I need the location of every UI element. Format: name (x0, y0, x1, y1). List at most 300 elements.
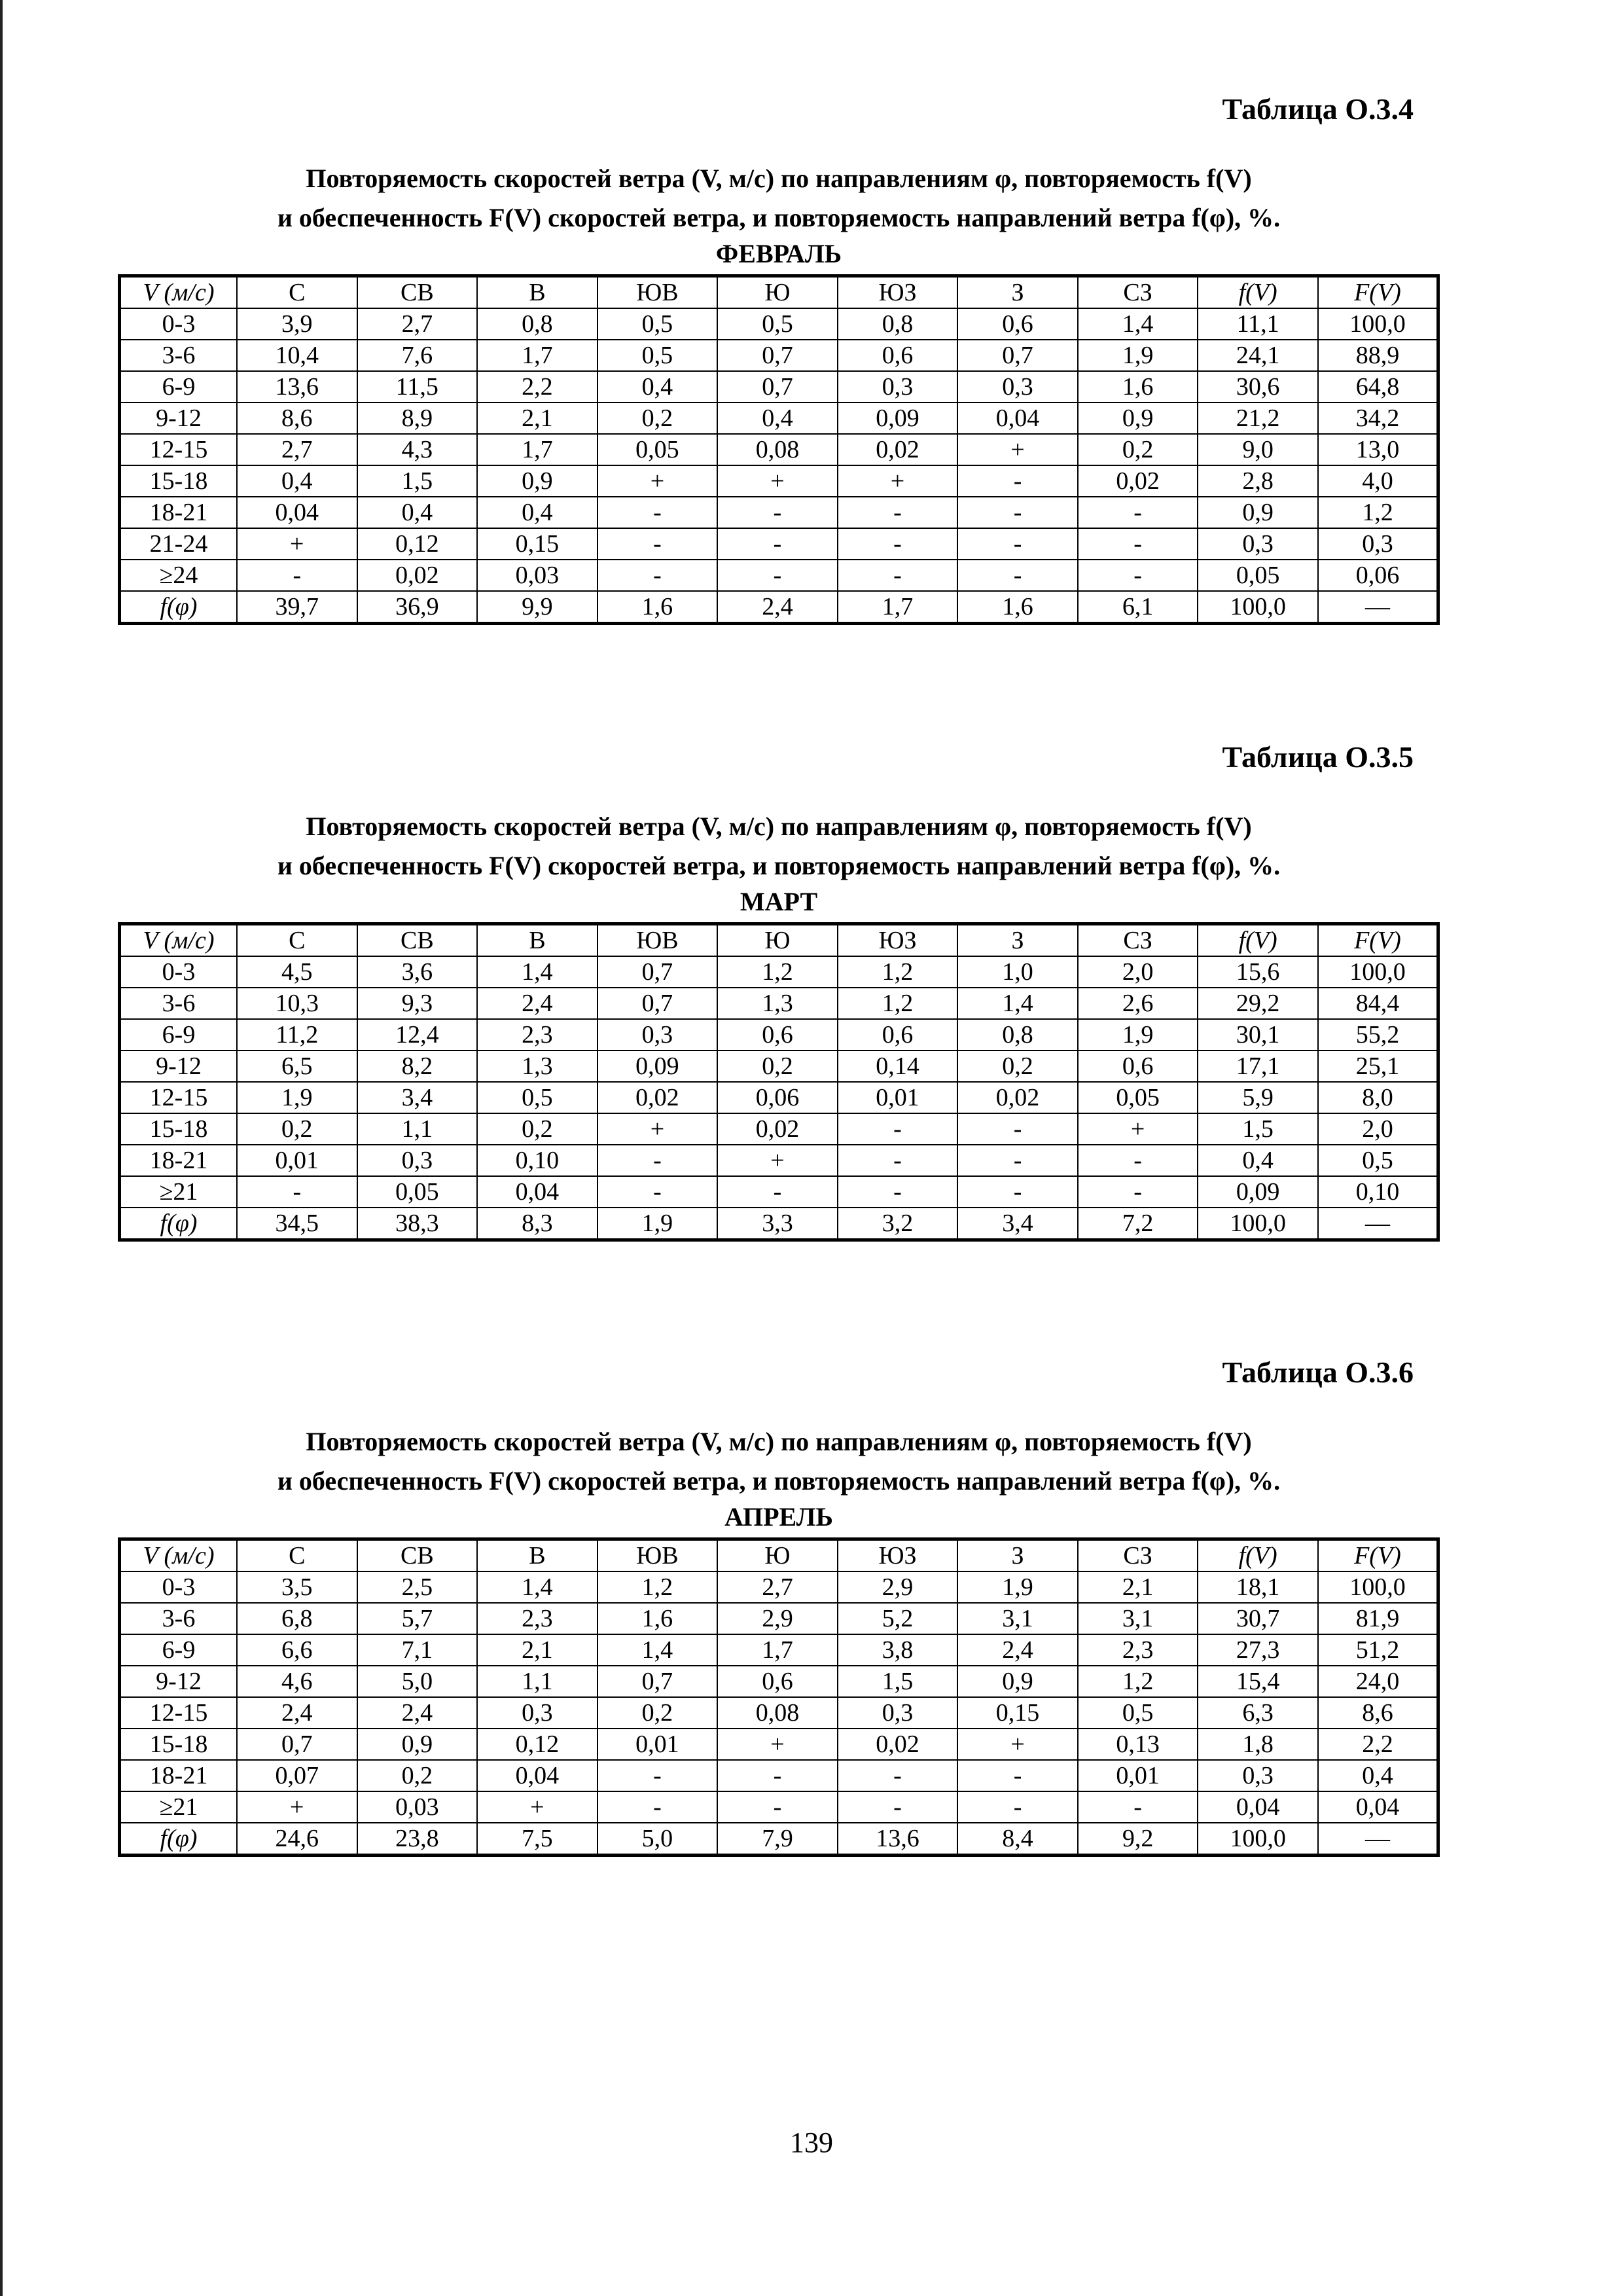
row-label-cell: 0-3 (120, 308, 238, 340)
value-cell: 1,7 (717, 1634, 838, 1666)
value-cell: 1,4 (477, 956, 597, 988)
row-label-cell: 9-12 (120, 1666, 238, 1697)
value-cell: - (957, 1760, 1078, 1791)
value-cell: 0,5 (1318, 1145, 1438, 1176)
row-label-cell: 9-12 (120, 403, 238, 434)
value-cell: 0,09 (838, 403, 958, 434)
header-cell: СЗ (1078, 1539, 1198, 1572)
value-cell: 7,1 (357, 1634, 478, 1666)
value-cell: + (717, 465, 838, 497)
value-cell: 3,9 (237, 308, 357, 340)
value-cell: - (1078, 1791, 1198, 1823)
row-label-cell: 15-18 (120, 1113, 238, 1145)
value-cell: 1,5 (1198, 1113, 1318, 1145)
value-cell: 3,8 (838, 1634, 958, 1666)
value-cell: 0,7 (717, 340, 838, 371)
value-cell: 2,3 (477, 1603, 597, 1634)
value-cell: 0,5 (1078, 1697, 1198, 1729)
value-cell: - (838, 497, 958, 528)
value-cell: 24,6 (237, 1823, 357, 1856)
value-cell: 2,9 (838, 1571, 958, 1603)
header-cell: СЗ (1078, 924, 1198, 957)
value-cell: 1,7 (477, 340, 597, 371)
row-label-cell: ≥21 (120, 1791, 238, 1823)
header-cell: ЮВ (597, 276, 718, 309)
value-cell: 88,9 (1318, 340, 1438, 371)
value-cell: 3,1 (1078, 1603, 1198, 1634)
value-cell: - (1078, 497, 1198, 528)
value-cell: 0,03 (357, 1791, 478, 1823)
value-cell: 0,8 (477, 308, 597, 340)
value-cell: 7,2 (1078, 1208, 1198, 1240)
value-cell: 1,2 (1318, 497, 1438, 528)
value-cell: 2,8 (1198, 465, 1318, 497)
table-row (120, 403, 1438, 434)
table-caption-line1: Повторяемость скоростей ветра (V, м/с) по направлениям φ, повторяемость f(V) (306, 812, 1252, 841)
value-cell: 0,4 (1318, 1760, 1438, 1791)
value-cell: 0,10 (477, 1145, 597, 1176)
value-cell: 9,3 (357, 988, 478, 1019)
value-cell: 0,2 (357, 1760, 478, 1791)
header-cell: F(V) (1318, 276, 1438, 309)
value-cell: - (717, 560, 838, 591)
value-cell: 2,4 (717, 591, 838, 624)
value-cell: 6,1 (1078, 591, 1198, 624)
value-cell: 7,5 (477, 1823, 597, 1856)
value-cell: 7,9 (717, 1823, 838, 1856)
value-cell: + (597, 1113, 718, 1145)
value-cell: 13,6 (838, 1823, 958, 1856)
header-cell: З (957, 1539, 1078, 1572)
value-cell: 6,8 (237, 1603, 357, 1634)
value-cell: - (838, 528, 958, 560)
value-cell: - (717, 528, 838, 560)
table-row (120, 340, 1438, 371)
value-cell: 1,2 (1078, 1666, 1198, 1697)
value-cell: 0,15 (957, 1697, 1078, 1729)
value-cell: 4,6 (237, 1666, 357, 1697)
value-cell: 2,2 (477, 371, 597, 403)
row-label-cell: 15-18 (120, 1729, 238, 1760)
value-cell: 23,8 (357, 1823, 478, 1856)
table-caption-line2: и обеспеченность F(V) скоростей ветра, и повторяемость направлений ветра f(φ), %. (277, 1466, 1281, 1496)
value-cell: 0,4 (237, 465, 357, 497)
value-cell: - (957, 1791, 1078, 1823)
value-cell: - (957, 1113, 1078, 1145)
header-cell: ЮЗ (838, 1539, 958, 1572)
header-cell: f(V) (1198, 924, 1318, 957)
value-cell: 100,0 (1198, 1823, 1318, 1856)
value-cell: - (838, 1791, 958, 1823)
value-cell: 0,2 (237, 1113, 357, 1145)
value-cell: 81,9 (1318, 1603, 1438, 1634)
header-cell: f(V) (1198, 276, 1318, 309)
value-cell: 1,4 (597, 1634, 718, 1666)
value-cell: 34,5 (237, 1208, 357, 1240)
value-cell: 0,10 (1318, 1176, 1438, 1208)
value-cell: — (1318, 591, 1438, 624)
value-cell: - (597, 1760, 718, 1791)
value-cell: 2,9 (717, 1603, 838, 1634)
row-label-cell: f(φ) (120, 1823, 238, 1856)
value-cell: 1,2 (838, 956, 958, 988)
table-row (120, 1791, 1438, 1823)
header-cell: З (957, 276, 1078, 309)
value-cell: 0,3 (597, 1019, 718, 1050)
value-cell: 1,6 (1078, 371, 1198, 403)
value-cell: 2,6 (1078, 988, 1198, 1019)
value-cell: 0,2 (597, 403, 718, 434)
value-cell: 0,02 (357, 560, 478, 591)
value-cell: - (957, 1176, 1078, 1208)
table-row (120, 560, 1438, 591)
value-cell: 3,2 (838, 1208, 958, 1240)
value-cell: 1,9 (237, 1082, 357, 1113)
value-cell: 0,03 (477, 560, 597, 591)
value-cell: 2,7 (717, 1571, 838, 1603)
table-row (120, 1823, 1438, 1856)
table-row (120, 1603, 1438, 1634)
header-cell: f(V) (1198, 1539, 1318, 1572)
value-cell: 30,6 (1198, 371, 1318, 403)
table-row (120, 1082, 1438, 1113)
value-cell: - (1078, 1145, 1198, 1176)
value-cell: 15,4 (1198, 1666, 1318, 1697)
value-cell: 0,2 (477, 1113, 597, 1145)
value-cell: 0,01 (237, 1145, 357, 1176)
value-cell: 2,3 (477, 1019, 597, 1050)
value-cell: - (957, 560, 1078, 591)
value-cell: 100,0 (1318, 308, 1438, 340)
value-cell: - (597, 1176, 718, 1208)
value-cell: 8,6 (1318, 1697, 1438, 1729)
row-label-cell: 15-18 (120, 465, 238, 497)
value-cell: 0,05 (1078, 1082, 1198, 1113)
value-cell: 1,6 (957, 591, 1078, 624)
value-cell: 10,4 (237, 340, 357, 371)
value-cell: 4,0 (1318, 465, 1438, 497)
value-cell: 0,06 (1318, 560, 1438, 591)
table-row (120, 956, 1438, 988)
value-cell: 0,7 (957, 340, 1078, 371)
value-cell: 2,5 (357, 1571, 478, 1603)
value-cell: 1,1 (357, 1113, 478, 1145)
value-cell: 10,3 (237, 988, 357, 1019)
header-cell: С (237, 276, 357, 309)
value-cell: 12,4 (357, 1019, 478, 1050)
value-cell: + (717, 1729, 838, 1760)
value-cell: 0,7 (237, 1729, 357, 1760)
value-cell: - (957, 497, 1078, 528)
value-cell: 1,6 (597, 591, 718, 624)
header-cell: В (477, 1539, 597, 1572)
value-cell: 17,1 (1198, 1050, 1318, 1082)
value-cell: 2,4 (477, 988, 597, 1019)
value-cell: 0,6 (717, 1019, 838, 1050)
header-cell: V (м/с) (120, 276, 238, 309)
table-row (120, 1666, 1438, 1697)
table-row (120, 528, 1438, 560)
row-label-cell: 12-15 (120, 1082, 238, 1113)
table-row (120, 1634, 1438, 1666)
table-row (120, 434, 1438, 465)
value-cell: 0,3 (838, 1697, 958, 1729)
table-row (120, 308, 1438, 340)
header-cell: ЮВ (597, 924, 718, 957)
value-cell: 2,1 (477, 403, 597, 434)
value-cell: 0,04 (1318, 1791, 1438, 1823)
value-cell: 64,8 (1318, 371, 1438, 403)
value-cell: 0,2 (1078, 434, 1198, 465)
value-cell: 1,8 (1198, 1729, 1318, 1760)
header-cell: С (237, 1539, 357, 1572)
table-number: Таблица О.3.4 (1222, 92, 1414, 126)
value-cell: 8,3 (477, 1208, 597, 1240)
table-row (120, 1760, 1438, 1791)
table-section-april (118, 1355, 1440, 1857)
value-cell: 100,0 (1318, 1571, 1438, 1603)
value-cell: + (237, 528, 357, 560)
value-cell: 34,2 (1318, 403, 1438, 434)
value-cell: 1,4 (1078, 308, 1198, 340)
value-cell: 2,4 (357, 1697, 478, 1729)
value-cell: 0,3 (477, 1697, 597, 1729)
value-cell: 8,2 (357, 1050, 478, 1082)
header-cell: Ю (717, 276, 838, 309)
value-cell: + (957, 1729, 1078, 1760)
row-label-cell: 12-15 (120, 434, 238, 465)
header-cell: СВ (357, 1539, 478, 1572)
value-cell: 36,9 (357, 591, 478, 624)
value-cell: 84,4 (1318, 988, 1438, 1019)
value-cell: 5,9 (1198, 1082, 1318, 1113)
value-cell: 0,2 (717, 1050, 838, 1082)
value-cell: - (957, 1145, 1078, 1176)
value-cell: 11,5 (357, 371, 478, 403)
table-month: АПРЕЛЬ (724, 1502, 833, 1532)
header-cell: F(V) (1318, 924, 1438, 957)
table-number: Таблица О.3.5 (1222, 740, 1414, 774)
value-cell: 2,7 (357, 308, 478, 340)
header-cell: СЗ (1078, 276, 1198, 309)
value-cell: - (717, 1176, 838, 1208)
value-cell: 1,9 (597, 1208, 718, 1240)
value-cell: 2,1 (1078, 1571, 1198, 1603)
row-label-cell: 9-12 (120, 1050, 238, 1082)
table-row (120, 1571, 1438, 1603)
value-cell: 0,6 (957, 308, 1078, 340)
header-cell: V (м/с) (120, 924, 238, 957)
row-label-cell: 18-21 (120, 1760, 238, 1791)
value-cell: 5,0 (357, 1666, 478, 1697)
value-cell: 0,3 (838, 371, 958, 403)
value-cell: 1,0 (957, 956, 1078, 988)
header-cell: ЮЗ (838, 924, 958, 957)
value-cell: 0,14 (838, 1050, 958, 1082)
value-cell: 13,6 (237, 371, 357, 403)
table-row (120, 1697, 1438, 1729)
header-cell: ЮЗ (838, 276, 958, 309)
value-cell: 1,5 (357, 465, 478, 497)
wind-table (118, 1537, 1440, 1857)
value-cell: - (717, 1791, 838, 1823)
value-cell: 6,3 (1198, 1697, 1318, 1729)
value-cell: 3,5 (237, 1571, 357, 1603)
value-cell: 1,3 (717, 988, 838, 1019)
value-cell: 0,6 (838, 1019, 958, 1050)
value-cell: 0,9 (1078, 403, 1198, 434)
value-cell: 0,3 (1198, 528, 1318, 560)
header-cell: F(V) (1318, 1539, 1438, 1572)
header-cell: В (477, 276, 597, 309)
value-cell: 5,0 (597, 1823, 718, 1856)
row-label-cell: 0-3 (120, 956, 238, 988)
value-cell: 15,6 (1198, 956, 1318, 988)
value-cell: 0,7 (597, 1666, 718, 1697)
value-cell: - (838, 1113, 958, 1145)
value-cell: 2,1 (477, 1634, 597, 1666)
table-month: ФЕВРАЛЬ (715, 239, 842, 268)
value-cell: 0,4 (717, 403, 838, 434)
value-cell: 1,3 (477, 1050, 597, 1082)
value-cell: - (838, 560, 958, 591)
value-cell: 1,4 (957, 988, 1078, 1019)
value-cell: 0,4 (1198, 1145, 1318, 1176)
row-label-cell: f(φ) (120, 591, 238, 624)
value-cell: 0,05 (1198, 560, 1318, 591)
value-cell: 0,7 (597, 956, 718, 988)
value-cell: 0,5 (717, 308, 838, 340)
page-left-edge (0, 0, 3, 2296)
value-cell: 0,15 (477, 528, 597, 560)
table-caption-line2: и обеспеченность F(V) скоростей ветра, и повторяемость направлений ветра f(φ), %. (277, 203, 1281, 232)
value-cell: 0,7 (597, 988, 718, 1019)
value-cell: + (597, 465, 718, 497)
value-cell: - (1078, 528, 1198, 560)
value-cell: 0,2 (597, 1697, 718, 1729)
value-cell: 0,04 (1198, 1791, 1318, 1823)
row-label-cell: ≥24 (120, 560, 238, 591)
value-cell: 1,4 (477, 1571, 597, 1603)
table-row (120, 371, 1438, 403)
value-cell: 0,12 (357, 528, 478, 560)
table-row (120, 497, 1438, 528)
value-cell: 5,2 (838, 1603, 958, 1634)
value-cell: 100,0 (1318, 956, 1438, 988)
row-label-cell: 6-9 (120, 1019, 238, 1050)
value-cell: - (597, 560, 718, 591)
value-cell: 0,02 (717, 1113, 838, 1145)
table-row (120, 1176, 1438, 1208)
value-cell: 0,2 (957, 1050, 1078, 1082)
value-cell: 0,06 (717, 1082, 838, 1113)
value-cell: 0,3 (1198, 1760, 1318, 1791)
value-cell: 0,02 (838, 434, 958, 465)
value-cell: - (957, 465, 1078, 497)
value-cell: 1,2 (597, 1571, 718, 1603)
wind-table (118, 274, 1440, 625)
value-cell: 0,3 (957, 371, 1078, 403)
value-cell: 0,5 (597, 340, 718, 371)
value-cell: 0,09 (597, 1050, 718, 1082)
row-label-cell: 3-6 (120, 1603, 238, 1634)
value-cell: 2,4 (957, 1634, 1078, 1666)
value-cell: 24,1 (1198, 340, 1318, 371)
row-label-cell: 6-9 (120, 371, 238, 403)
value-cell: 38,3 (357, 1208, 478, 1240)
value-cell: - (597, 1145, 718, 1176)
value-cell: 0,6 (1078, 1050, 1198, 1082)
wind-table (118, 922, 1440, 1242)
value-cell: 100,0 (1198, 1208, 1318, 1240)
value-cell: 51,2 (1318, 1634, 1438, 1666)
value-cell: + (1078, 1113, 1198, 1145)
value-cell: 2,3 (1078, 1634, 1198, 1666)
value-cell: 0,01 (1078, 1760, 1198, 1791)
value-cell: 39,7 (237, 591, 357, 624)
value-cell: 0,6 (717, 1666, 838, 1697)
value-cell: 0,09 (1198, 1176, 1318, 1208)
value-cell: - (597, 497, 718, 528)
header-cell: Ю (717, 924, 838, 957)
value-cell: + (957, 434, 1078, 465)
table-row (120, 1145, 1438, 1176)
value-cell: 8,0 (1318, 1082, 1438, 1113)
value-cell: 0,08 (717, 1697, 838, 1729)
value-cell: - (1078, 1176, 1198, 1208)
row-label-cell: 3-6 (120, 988, 238, 1019)
header-cell: С (237, 924, 357, 957)
value-cell: + (237, 1791, 357, 1823)
value-cell: 0,9 (477, 465, 597, 497)
value-cell: 7,6 (357, 340, 478, 371)
value-cell: 6,6 (237, 1634, 357, 1666)
value-cell: 2,0 (1078, 956, 1198, 988)
value-cell: — (1318, 1823, 1438, 1856)
value-cell: 0,12 (477, 1729, 597, 1760)
value-cell: 0,3 (357, 1145, 478, 1176)
table-row (120, 1019, 1438, 1050)
value-cell: 0,04 (477, 1176, 597, 1208)
value-cell: 25,1 (1318, 1050, 1438, 1082)
value-cell: 0,01 (838, 1082, 958, 1113)
value-cell: 0,9 (357, 1729, 478, 1760)
value-cell: 3,1 (957, 1603, 1078, 1634)
value-cell: 21,2 (1198, 403, 1318, 434)
table-number: Таблица О.3.6 (1222, 1355, 1414, 1389)
value-cell: 0,02 (1078, 465, 1198, 497)
value-cell: 6,5 (237, 1050, 357, 1082)
value-cell: 18,1 (1198, 1571, 1318, 1603)
value-cell: - (957, 528, 1078, 560)
table-row (120, 1208, 1438, 1240)
value-cell: 0,02 (597, 1082, 718, 1113)
value-cell: 1,2 (838, 988, 958, 1019)
header-cell: V (м/с) (120, 1539, 238, 1572)
value-cell: 55,2 (1318, 1019, 1438, 1050)
value-cell: 0,02 (838, 1729, 958, 1760)
table-header-row (120, 1539, 1438, 1572)
header-cell: ЮВ (597, 1539, 718, 1572)
value-cell: - (597, 528, 718, 560)
table-header-row (120, 924, 1438, 957)
value-cell: 0,13 (1078, 1729, 1198, 1760)
value-cell: 0,8 (838, 308, 958, 340)
value-cell: 11,1 (1198, 308, 1318, 340)
value-cell: 0,04 (237, 497, 357, 528)
table-header-row (120, 276, 1438, 309)
table-row (120, 591, 1438, 624)
